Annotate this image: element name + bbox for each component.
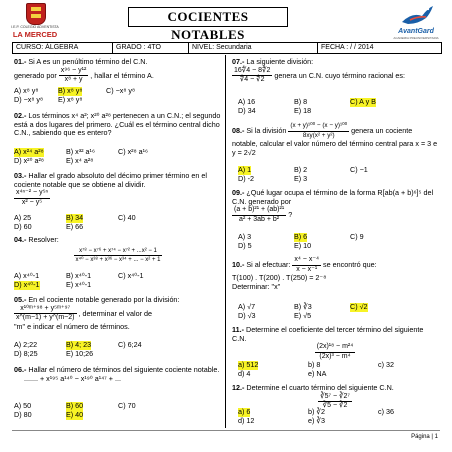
option-d[interactable]: D) 8;25 bbox=[14, 349, 38, 358]
bird-logo-icon bbox=[400, 4, 434, 28]
option-e[interactable]: e) ∛3 bbox=[308, 416, 325, 425]
options-11 bbox=[238, 361, 438, 381]
option-b[interactable]: B) x³² a¹⁶ bbox=[66, 147, 95, 156]
option-a[interactable]: A) 25 bbox=[14, 213, 32, 222]
school-name: LA MERCED bbox=[12, 30, 58, 39]
options-08 bbox=[238, 166, 438, 186]
brand-name: AvantGard bbox=[398, 28, 434, 35]
option-c[interactable]: C) 6;24 bbox=[118, 340, 142, 349]
page-title: COCIENTES NOTABLES bbox=[128, 7, 288, 27]
question-05: 05.- En el cociente notable generado por la división: $\frac{\text{x¹⁰ᵐ⁺⁹⁸ + y⁵ᵐ⁺⁹⁷}}{x\^{}(m-1) + y\^{}(m-2)}$ , determinar el valor de "m" e indicar el número de términos. bbox=[14, 295, 180, 331]
option-a[interactable]: A) 16 bbox=[238, 97, 256, 106]
option-b[interactable]: B) 6 bbox=[294, 232, 308, 241]
option-e[interactable]: E) 10;26 bbox=[66, 349, 94, 358]
option-d[interactable]: D) 34 bbox=[238, 106, 256, 115]
page-number: Página | 1 bbox=[411, 434, 438, 440]
option-e[interactable]: e) NA bbox=[308, 369, 327, 378]
option-d[interactable]: D) 80 bbox=[14, 410, 32, 419]
option-d[interactable]: D) −x⁸ y⁸ bbox=[14, 95, 44, 104]
fraction: $\frac{\text{(2x)¹⁸ − m²⁴}}{\text{(2x)³ − m⁴}}$ bbox=[316, 343, 354, 360]
option-e[interactable]: E) √5 bbox=[294, 311, 312, 320]
fraction: $\frac{\text{x⁹⁶ − y¹²}}{\text{x⁸ + y}}$ bbox=[60, 66, 87, 83]
option-a[interactable]: A) x²⁴ a²⁸ bbox=[14, 147, 44, 156]
column-divider bbox=[225, 55, 226, 428]
option-c[interactable]: C) A y B bbox=[350, 97, 376, 106]
fraction: $\frac{\text{(a + b)²¹ + (ab)²¹}}{\text{a² + 3ab + b²}}$ bbox=[234, 206, 285, 223]
question-03: 03.- Hallar el grado absoluto del décimo primer término en el cociente notable que se obtiene al dividir. $\frac{\text{x⁴ⁿ⁻² − y⁵ⁿ}}{\text{x² − y⁵}}$ bbox=[14, 171, 207, 206]
option-b[interactable]: B) 60 bbox=[66, 401, 84, 410]
question-01: 01.- Si A es un penúltimo término del C.N. generado por $\frac{\text{x⁹⁶ − y¹²}}{\text{x⁸ + y}}$ , hallar el término A. bbox=[14, 57, 154, 83]
option-a[interactable]: A) 2;22 bbox=[14, 340, 38, 349]
option-d[interactable]: D) 5 bbox=[238, 241, 252, 250]
fraction: $\frac{\text{x⁷⁸ − x⁷⁶ + x⁷⁴ − x⁷² + ...x² − 1}}{\text{x⁴⁰ − x³⁸ + x³⁶ − x³⁴ + ... − x² + 1}}$ bbox=[75, 247, 161, 263]
option-b[interactable]: B) ∛3 bbox=[294, 302, 312, 311]
question-12: 12.- Determine el cuarto término del siguiente C.N. $\frac{\text{∛5⁷ − ∛2⁷}}{∛5 - ∛2}$ bbox=[232, 383, 394, 409]
question-09: 09.- ¿Qué lugar ocupa el término de la forma R[ab(a + b)⁶]⁵ del C.N. generado por $\frac{\text{(a + b)²¹ + (ab)²¹}}{\text{a² + 3ab + b²}}$ ? bbox=[232, 188, 434, 223]
option-d-highlight[interactable]: D) x⁴⁰-1 bbox=[14, 280, 40, 289]
option-a[interactable]: A) 1 bbox=[238, 165, 252, 174]
question-08: 08.- Si la división $\frac{\text{(x + y)¹⁰⁰ − (x − y)¹⁰⁰}}{\text{8xy(x² + y²)}}$ genera un cociente notable, calcular el valor número del término central para x = 3 e y = 2√2 bbox=[232, 122, 438, 157]
option-c[interactable]: C) 9 bbox=[350, 232, 364, 241]
option-a[interactable]: A) x⁴⁰-1 bbox=[14, 271, 40, 280]
option-a[interactable]: A) 50 bbox=[14, 401, 32, 410]
fraction: $\frac{16∜4 - 8∜2}{∜4 - ∜2}$ bbox=[234, 66, 271, 83]
option-c[interactable]: C) x⁴⁰-1 bbox=[118, 271, 144, 280]
school-subtitle: I.E.P. COLEGIO ADVENTISTA bbox=[11, 25, 59, 29]
option-e[interactable]: E) 18 bbox=[294, 106, 312, 115]
option-b[interactable]: B) x⁴⁰-1 bbox=[66, 271, 92, 280]
option-a[interactable]: A) 3 bbox=[238, 232, 252, 241]
option-c[interactable]: c) 36 bbox=[378, 407, 394, 416]
course-cell: CURSO: ÁLGEBRA bbox=[13, 43, 113, 53]
option-d[interactable]: D) √3 bbox=[238, 311, 256, 320]
question-11: 11.- Determine el coeficiente del tercer término del siguiente C.N. $\frac{\text{(2x)¹⁸ − m²⁴}}{\text{(2x)³ − m⁴}}$ bbox=[232, 325, 424, 360]
series-expression: ....... + x¹⁹⁵ a¹⁴⁰ − x¹⁹⁰ a¹⁴⁷ + ... bbox=[24, 373, 121, 383]
question-02: 02.- Los términos x⁴ a²; x²⁰ a²⁸ pertenecen a un C.N.; el segundo está a dos lugares del primero. ¿Cuál es el término central dicho C.N., sabiendo que es entero? bbox=[14, 111, 221, 137]
option-b[interactable]: B) 8 bbox=[294, 97, 308, 106]
option-e[interactable]: E) x⁴ a²⁸ bbox=[66, 156, 94, 165]
fraction: $\frac{\text{x¹⁰ᵐ⁺⁹⁸ + y⁵ᵐ⁺⁹⁷}}{x\^{}(m-1) + y\^{}(m-2)}$ bbox=[16, 304, 75, 321]
fraction: $\frac{\text{x⁴ − x⁻⁴}}{\text{x − x⁻¹}}$ bbox=[294, 256, 320, 273]
school-crest-icon bbox=[26, 3, 46, 25]
option-c[interactable]: c) 32 bbox=[378, 360, 394, 369]
option-a[interactable]: a) 512 bbox=[238, 360, 259, 369]
option-c[interactable]: C) √2 bbox=[350, 302, 368, 311]
options-12 bbox=[238, 408, 438, 428]
fraction: $\frac{\text{x⁴ⁿ⁻² − y⁵ⁿ}}{\text{x² − y⁵}}$ bbox=[16, 189, 49, 206]
option-d[interactable]: d) 4 bbox=[238, 369, 251, 378]
info-bar bbox=[12, 42, 442, 54]
brand-logo bbox=[386, 4, 446, 40]
question-07: 07.- La siguiente división: $\frac{16∜4 - 8∜2}{∜4 - ∜2}$ genera un C.N. cuyo término racional es: bbox=[232, 57, 406, 83]
footer-divider bbox=[12, 430, 440, 431]
option-c[interactable]: C) −1 bbox=[350, 165, 368, 174]
brand-tagline: ACADEMIA PREUNIVERSITARIA bbox=[393, 36, 439, 40]
options-06 bbox=[14, 402, 222, 422]
option-b[interactable]: b) ∛2 bbox=[308, 407, 325, 416]
level-cell: NIVEL: Secundaria bbox=[189, 43, 318, 53]
date-cell: FECHA : / / 2014 bbox=[321, 44, 374, 51]
option-a[interactable]: a) 6 bbox=[238, 407, 251, 416]
question-06: 06.- Hallar el número de términos del siguiente cociente notable. ....... + x¹⁹⁵ a¹⁴⁰ − x¹⁹⁰ a¹⁴⁷ + ... bbox=[14, 365, 220, 383]
option-c[interactable]: C) −x⁸ y⁸ bbox=[106, 86, 136, 95]
option-d[interactable]: D) 60 bbox=[14, 222, 32, 231]
grade-cell: GRADO : 4TO bbox=[113, 43, 189, 53]
equation: T(100) . T(200) . T(250) = 2⁻⁸ bbox=[232, 273, 327, 282]
option-c[interactable]: C) 40 bbox=[118, 213, 136, 222]
fraction: $\frac{\text{(x + y)¹⁰⁰ − (x − y)¹⁰⁰}}{\text{8xy(x² + y²)}}$ bbox=[290, 122, 348, 139]
option-b[interactable]: b) 8 bbox=[308, 360, 321, 369]
option-e[interactable]: E) 10 bbox=[294, 241, 312, 250]
option-e[interactable]: E) 3 bbox=[294, 174, 308, 183]
options-07 bbox=[238, 98, 438, 118]
option-b[interactable]: B) x⁸ y⁸ bbox=[58, 86, 83, 95]
option-b[interactable]: B) 34 bbox=[66, 213, 84, 222]
option-d[interactable]: d) 12 bbox=[238, 416, 255, 425]
options-03 bbox=[14, 214, 222, 234]
option-c[interactable]: C) x²⁸ a¹⁶ bbox=[118, 147, 148, 156]
option-c[interactable]: C) 70 bbox=[118, 401, 136, 410]
options-05 bbox=[14, 341, 222, 361]
option-b[interactable]: B) 2 bbox=[294, 165, 308, 174]
option-e[interactable]: E) 66 bbox=[66, 222, 84, 231]
option-a[interactable]: A) √7 bbox=[238, 302, 256, 311]
option-e[interactable]: E) 40 bbox=[66, 410, 84, 419]
options-10 bbox=[238, 303, 438, 323]
option-d[interactable]: D) -2 bbox=[238, 174, 254, 183]
options-04 bbox=[14, 272, 222, 292]
options-01 bbox=[14, 87, 222, 107]
option-d[interactable]: D) x²⁰ a²⁸ bbox=[14, 156, 44, 165]
question-04: 04.- Resolver: $\frac{\text{x⁷⁸ − x⁷⁶ + x⁷⁴ − x⁷² + ...x² − 1}}{\text{x⁴⁰ − x³⁸ + x³⁶ − x³⁴ + ... − x² + 1}}$ bbox=[14, 235, 161, 263]
school-logo bbox=[6, 3, 64, 39]
question-10: 10.- Si al efectuar: $\frac{\text{x⁴ − x⁻⁴}}{\text{x − x⁻¹}}$ se encontró que: T(100) . T(200) . T(250) = 2⁻⁸ Determinar: "x" bbox=[232, 256, 377, 291]
option-a[interactable]: A) x⁸ y⁸ bbox=[14, 86, 39, 95]
fraction: $\frac{\text{∛5⁷ − ∛2⁷}}{∛5 - ∛2}$ bbox=[320, 392, 350, 409]
options-09 bbox=[238, 233, 438, 253]
options-02 bbox=[14, 148, 222, 168]
option-e[interactable]: E) x⁸ y⁸ bbox=[58, 95, 83, 104]
option-e[interactable]: E) x⁴⁰-1 bbox=[66, 280, 92, 289]
option-b[interactable]: B) 4; 23 bbox=[66, 340, 92, 349]
